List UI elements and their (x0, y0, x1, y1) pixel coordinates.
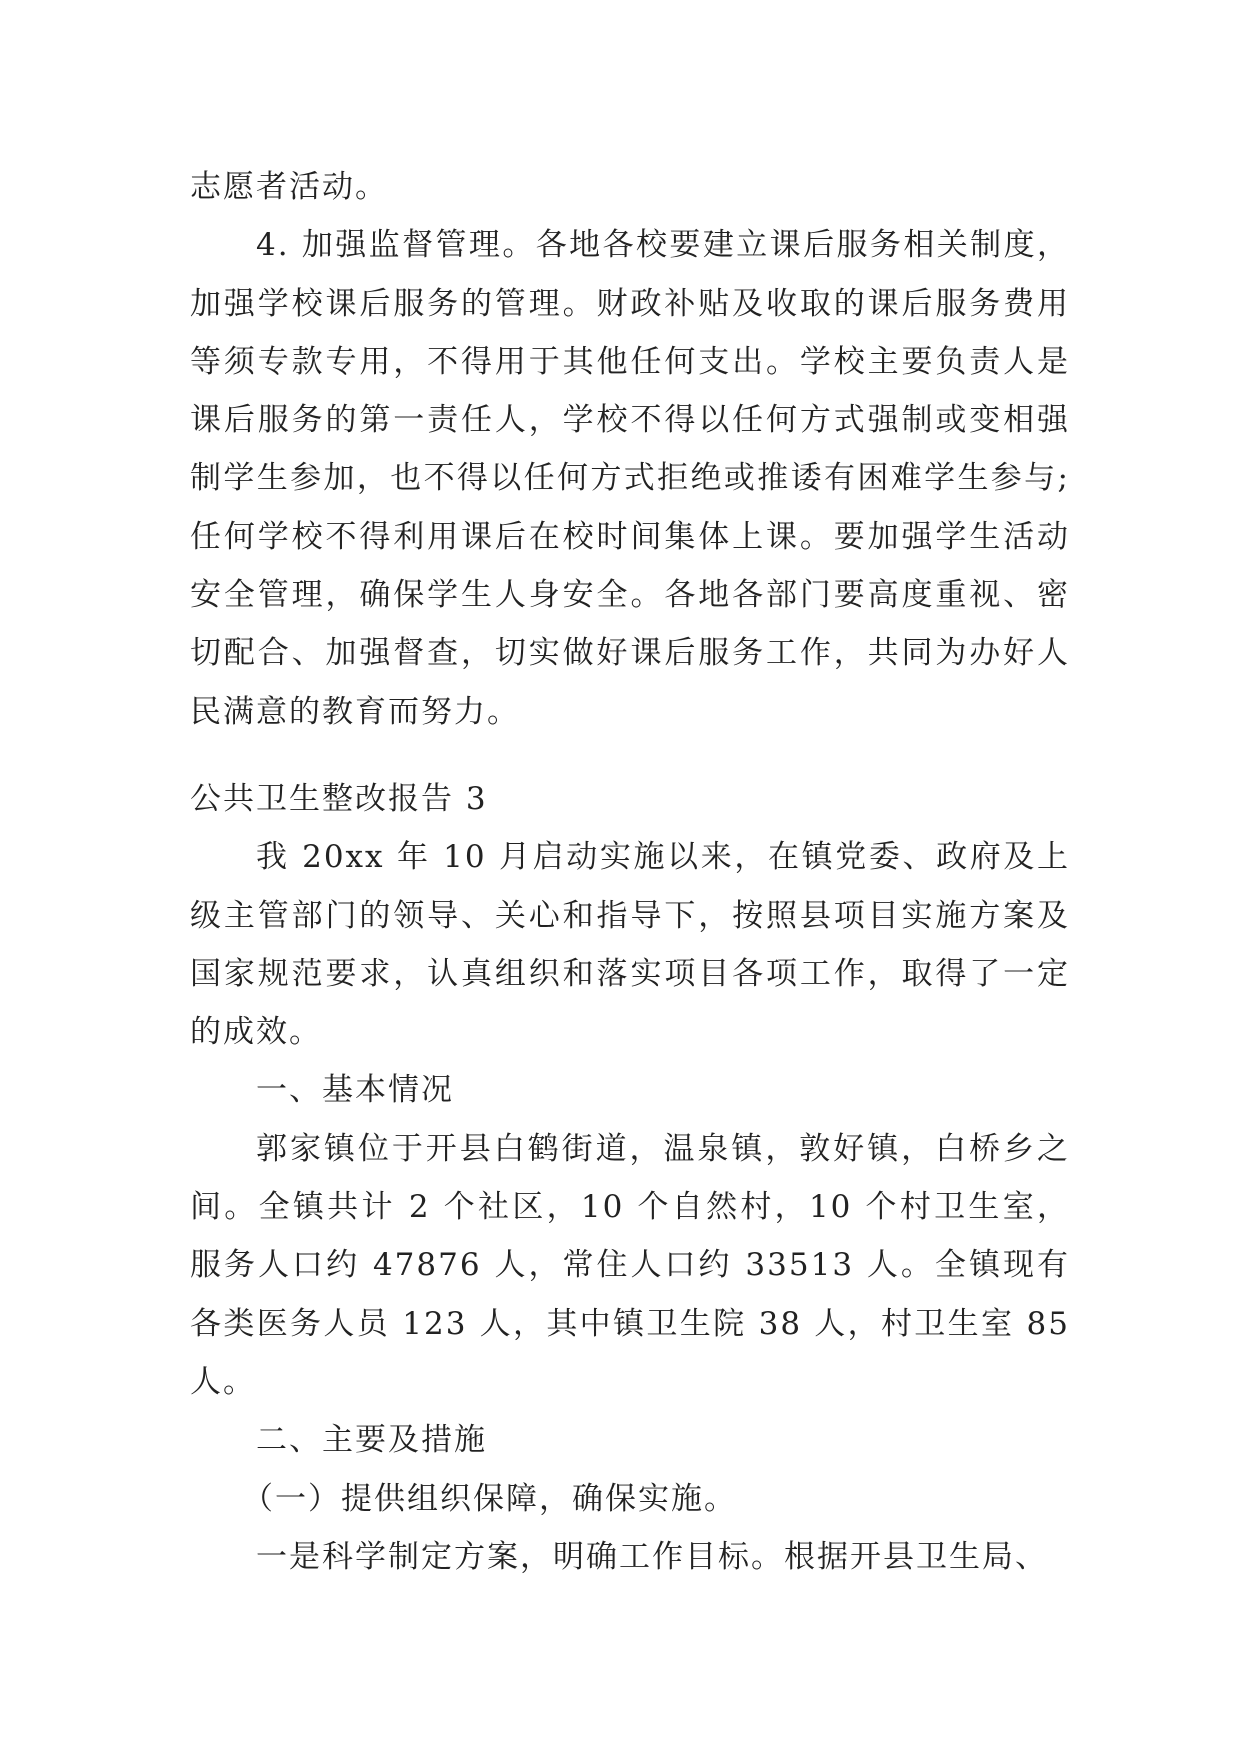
section-b (190, 770, 1070, 1586)
heading-main-measures: 二、主要及措施 (256, 1422, 487, 1459)
basic-situation-paragraph: 郭家镇位于开县白鹤街道，温泉镇，敦好镇，白桥乡之间。全镇共计 2 个社区，10 个自然村，10 个村卫生室，服务人口约 47876 人，常住人口约 33513 人。全镇现有各类医务人员 123 人，其中镇卫生院 38 人，村卫生室 85 人。 (190, 1130, 1070, 1400)
section-a (190, 158, 1070, 741)
intro-paragraph: 我 20xx 年 10 月启动实施以来，在镇党委、政府及上级主管部门的领导、关心和指导下，按照县项目实施方案及国家规范要求，认真组织和落实项目各项工作，取得了一定的成效。 (190, 839, 1070, 1051)
heading-basic-situation: 一、基本情况 (256, 1072, 454, 1109)
report-title: 公共卫生整改报告 3 (190, 781, 488, 817)
measures-paragraph: 一是科学制定方案，明确工作目标。根据开县卫生局、 (256, 1538, 1048, 1575)
continuation-line: 志愿者活动。 (190, 169, 388, 205)
sub-heading-organization: （一）提供组织保障，确保实施。 (242, 1480, 737, 1517)
paragraph-4: 4. 加强监督管理。各地各校要建立课后服务相关制度，加强学校课后服务的管理。财政补贴及收取的课后服务费用等须专款专用，不得用于其他任何支出。学校主要负责人是课后服务的第一责任人，学校不得以任何方式强制或变相强制学生参加，也不得以任何方式拒绝或推诿有困难学生参与;任何学校不得利用课后在校时间集体上课。要加强学生活动安全管理，确保学生人身安全。各地各部门要高度重视、密切配合、加强督查，切实做好课后服务工作，共同为办好人民满意的教育而努力。 (190, 227, 1070, 730)
